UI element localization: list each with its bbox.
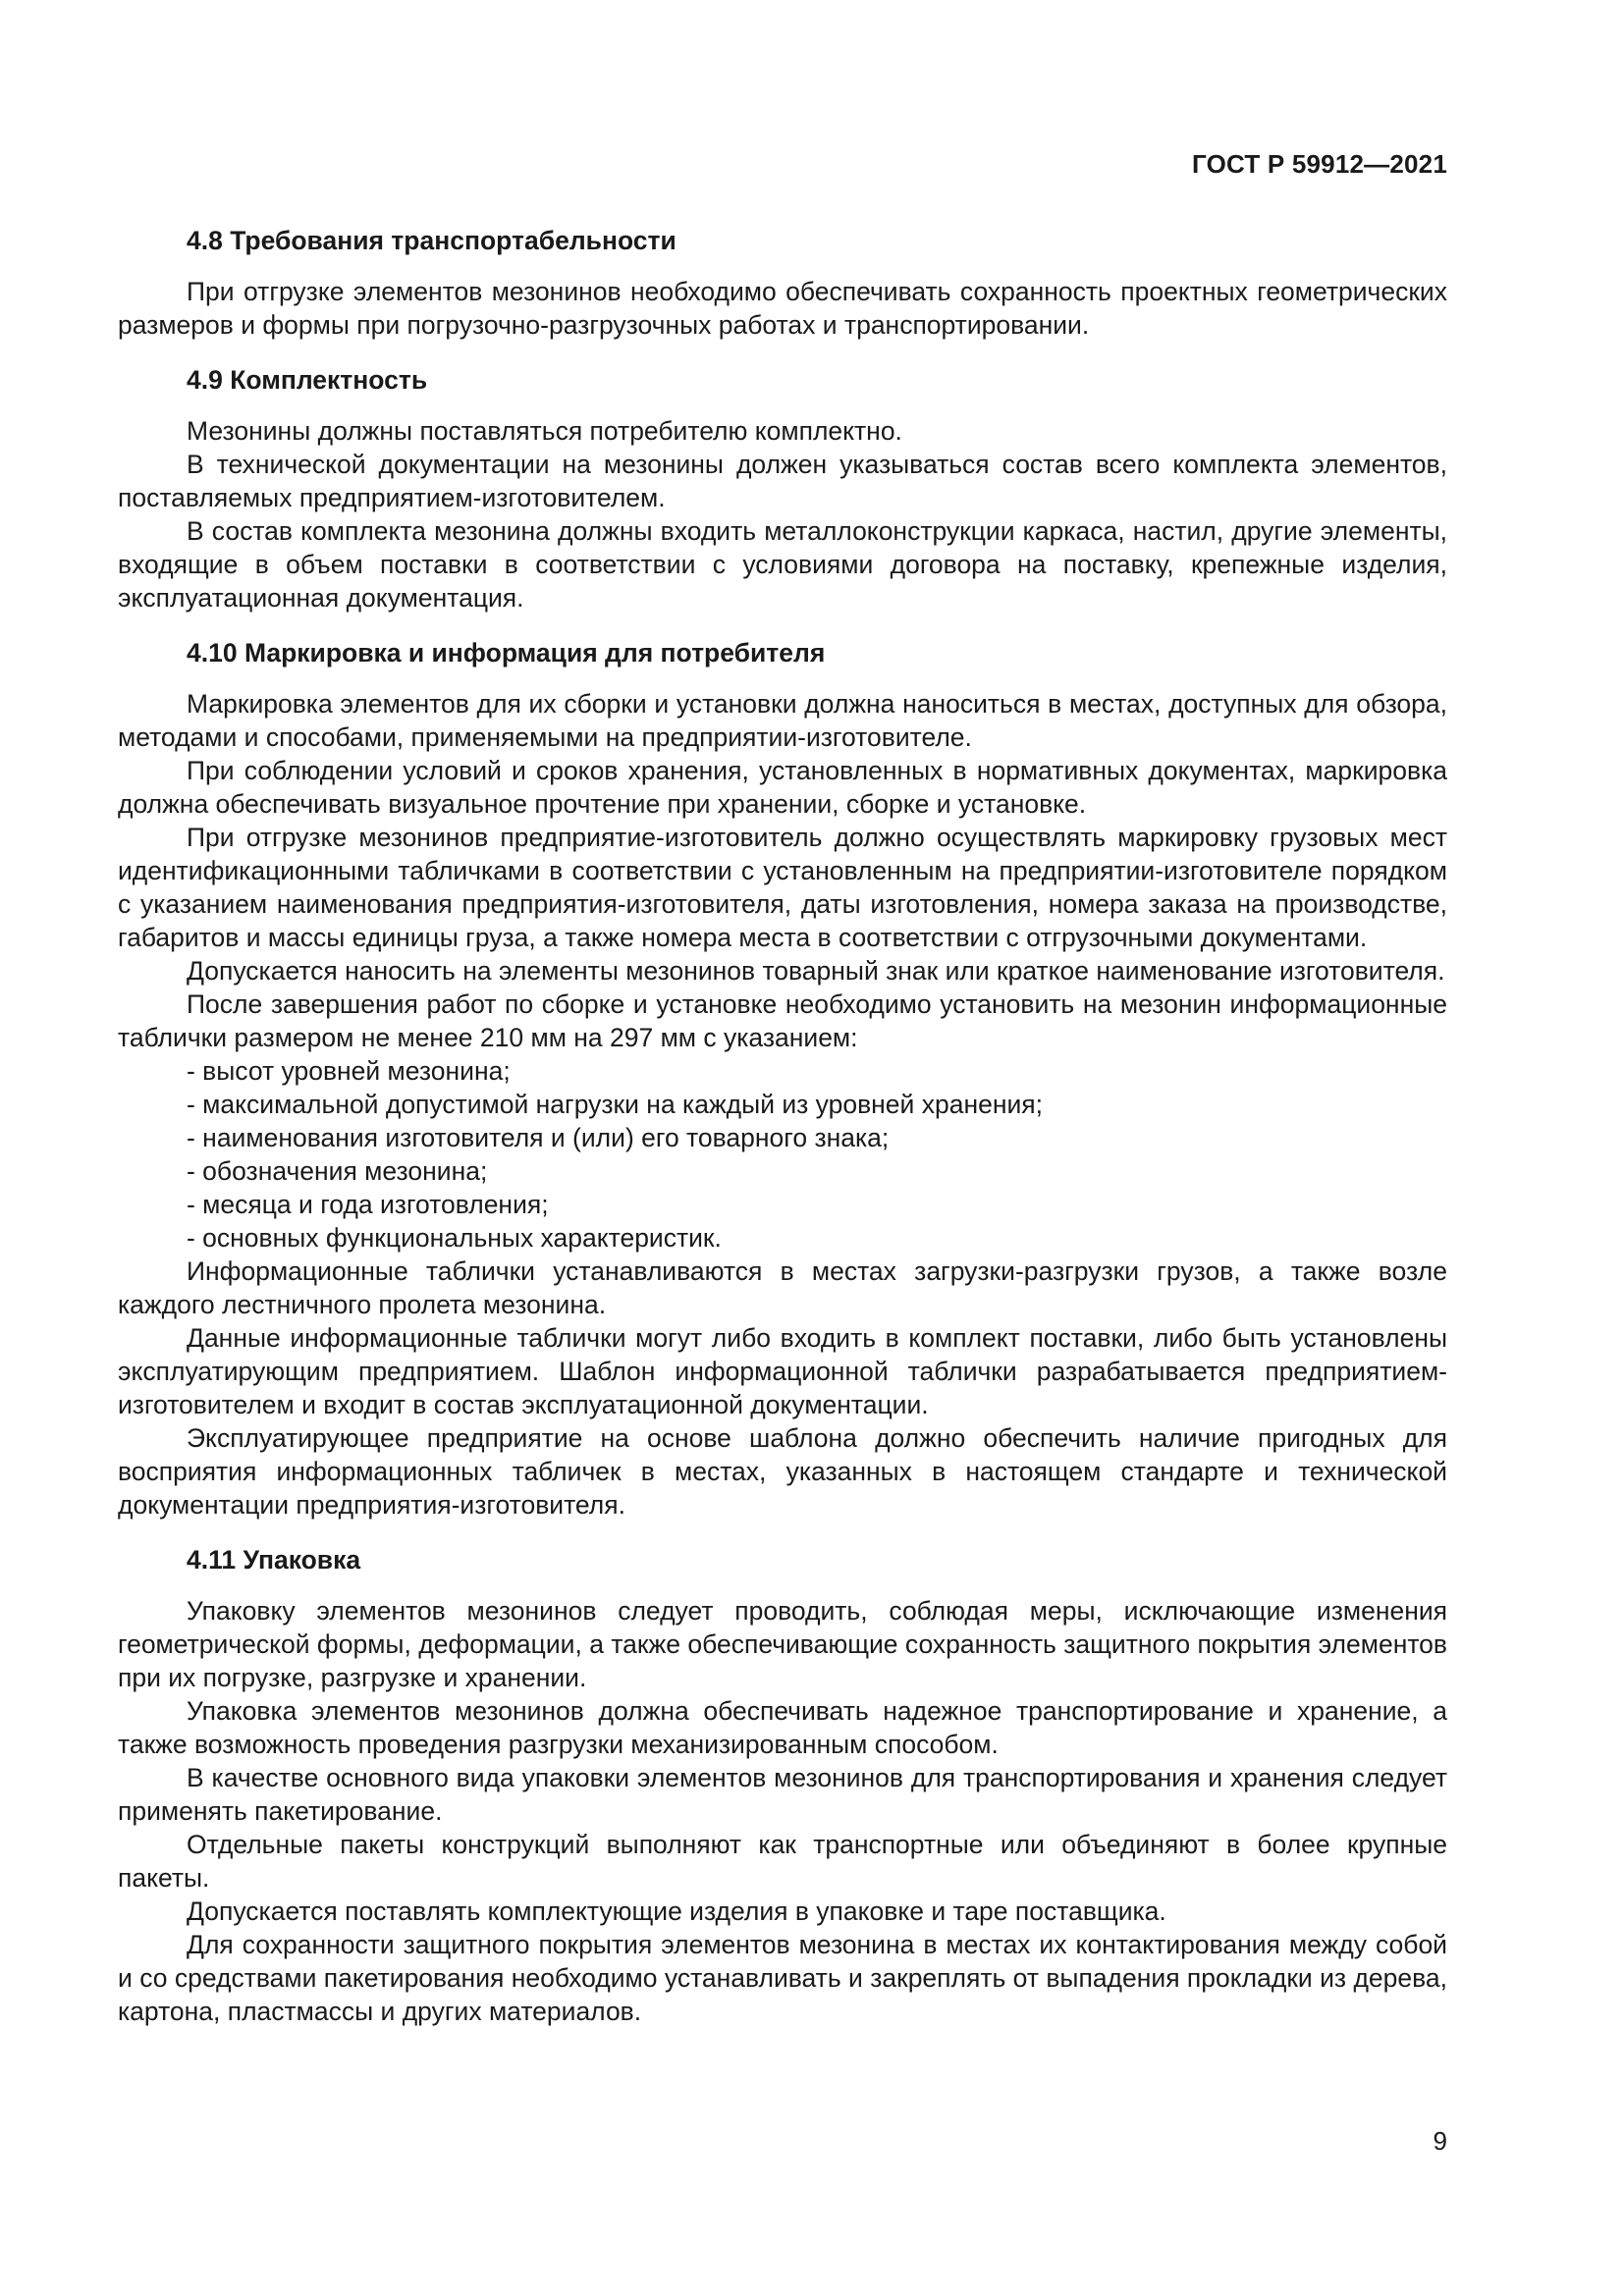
document-id: ГОСТ Р 59912—2021 <box>1192 149 1447 179</box>
paragraph: Для сохранности защитного покрытия элементов мезонина в местах их контактирования между собой и со средствами пакетирования необходимо устанавливать и закреплять от выпадения прокладки из дерева, картона, пластмассы и других материалов. <box>118 1930 1447 2026</box>
paragraph: Допускается наносить на элементы мезонинов товарный знак или краткое наименование изготовителя. <box>187 956 1445 986</box>
section-heading: 4.11 Упаковка <box>187 1545 361 1575</box>
paragraph: При отгрузке элементов мезонинов необходимо обеспечивать сохранность проектных геометрических размеров и формы при погрузочно-разгрузочных работах и транспортировании. <box>118 277 1447 340</box>
list-item: - основных функциональных характеристик. <box>187 1223 722 1253</box>
paragraph: Данные информационные таблички могут либо входить в комплект поставки, либо быть установлены эксплуатирующим предприятием. Шаблон информационной таблички разрабатывается предприятием-изготовителем и входит в состав эксплуатационной документации. <box>118 1323 1447 1419</box>
paragraph: Отдельные пакеты конструкций выполняют как транспортные или объединяют в более крупные пакеты. <box>118 1830 1447 1893</box>
section-heading: 4.9 Комплектность <box>187 365 428 395</box>
list-item: - наименования изготовителя и (или) его товарного знака; <box>187 1123 890 1152</box>
section-heading: 4.10 Маркировка и информация для потребителя <box>187 638 826 667</box>
paragraph: После завершения работ по сборке и установке необходимо установить на мезонин информационные таблички размером не менее 210 мм на 297 мм с указанием: <box>118 989 1447 1052</box>
section <box>118 636 1447 1522</box>
page-number: 9 <box>1433 2126 1447 2156</box>
list-item: - максимальной допустимой нагрузки на каждый из уровней хранения; <box>187 1090 1043 1119</box>
section <box>118 1543 1447 2028</box>
paragraph: Мезонины должны поставляться потребителю комплектно. <box>187 416 902 446</box>
document-body <box>118 224 1447 2028</box>
paragraph: При отгрузке мезонинов предприятие-изготовитель должно осуществлять маркировку грузовых мест идентификационными табличками в соответствии с установленным на предприятии-изготовителе порядком с указанием наименования предприятия-изготовителя, даты изготовления, номера заказа на производстве, габаритов и массы единицы груза, а также номера места в соответствии с отгрузочными документами. <box>118 823 1447 952</box>
paragraph: Упаковку элементов мезонинов следует проводить, соблюдая меры, исключающие изменения геометрической формы, деформации, а также обеспечивающие сохранность защитного покрытия элементов при их погрузке, разгрузке и хранении. <box>118 1596 1447 1692</box>
paragraph: Эксплуатирующее предприятие на основе шаблона должно обеспечить наличие пригодных для восприятия информационных табличек в местах, указанных в настоящем стандарте и технической документации предприятия-изготовителя. <box>118 1423 1447 1520</box>
paragraph: В технической документации на мезонины должен указываться состав всего комплекта элементов, поставляемых предприятием-изготовителем. <box>118 450 1447 512</box>
list-item: - обозначения мезонина; <box>187 1156 488 1186</box>
section <box>118 224 1447 342</box>
section-heading: 4.8 Требования транспортабельности <box>187 226 677 255</box>
paragraph: При соблюдении условий и сроков хранения, установленных в нормативных документах, маркировка должна обеспечивать визуальное прочтение при хранении, сборке и установке. <box>118 756 1447 819</box>
paragraph: Информационные таблички устанавливаются в местах загрузки-разгрузки грузов, а также возле каждого лестничного пролета мезонина. <box>118 1256 1447 1319</box>
section <box>118 363 1447 614</box>
list-item: - месяца и года изготовления; <box>187 1190 549 1219</box>
paragraph: В качестве основного вида упаковки элементов мезонинов для транспортирования и хранения следует применять пакетирование. <box>118 1763 1447 1826</box>
paragraph: Упаковка элементов мезонинов должна обеспечивать надежное транспортирование и хранение, а также возможность проведения разгрузки механизированным способом. <box>118 1696 1447 1759</box>
paragraph: В состав комплекта мезонина должны входить металлоконструкции каркаса, настил, другие элементы, входящие в объем поставки в соответствии с условиями договора на поставку, крепежные изделия, эксплуатационная документация. <box>118 516 1447 613</box>
list-item: - высот уровней мезонина; <box>187 1056 511 1086</box>
paragraph: Маркировка элементов для их сборки и установки должна наноситься в местах, доступных для обзора, методами и способами, применяемыми на предприятии-изготовителе. <box>118 689 1447 752</box>
paragraph: Допускается поставлять комплектующие изделия в упаковке и таре поставщика. <box>187 1896 1166 1926</box>
